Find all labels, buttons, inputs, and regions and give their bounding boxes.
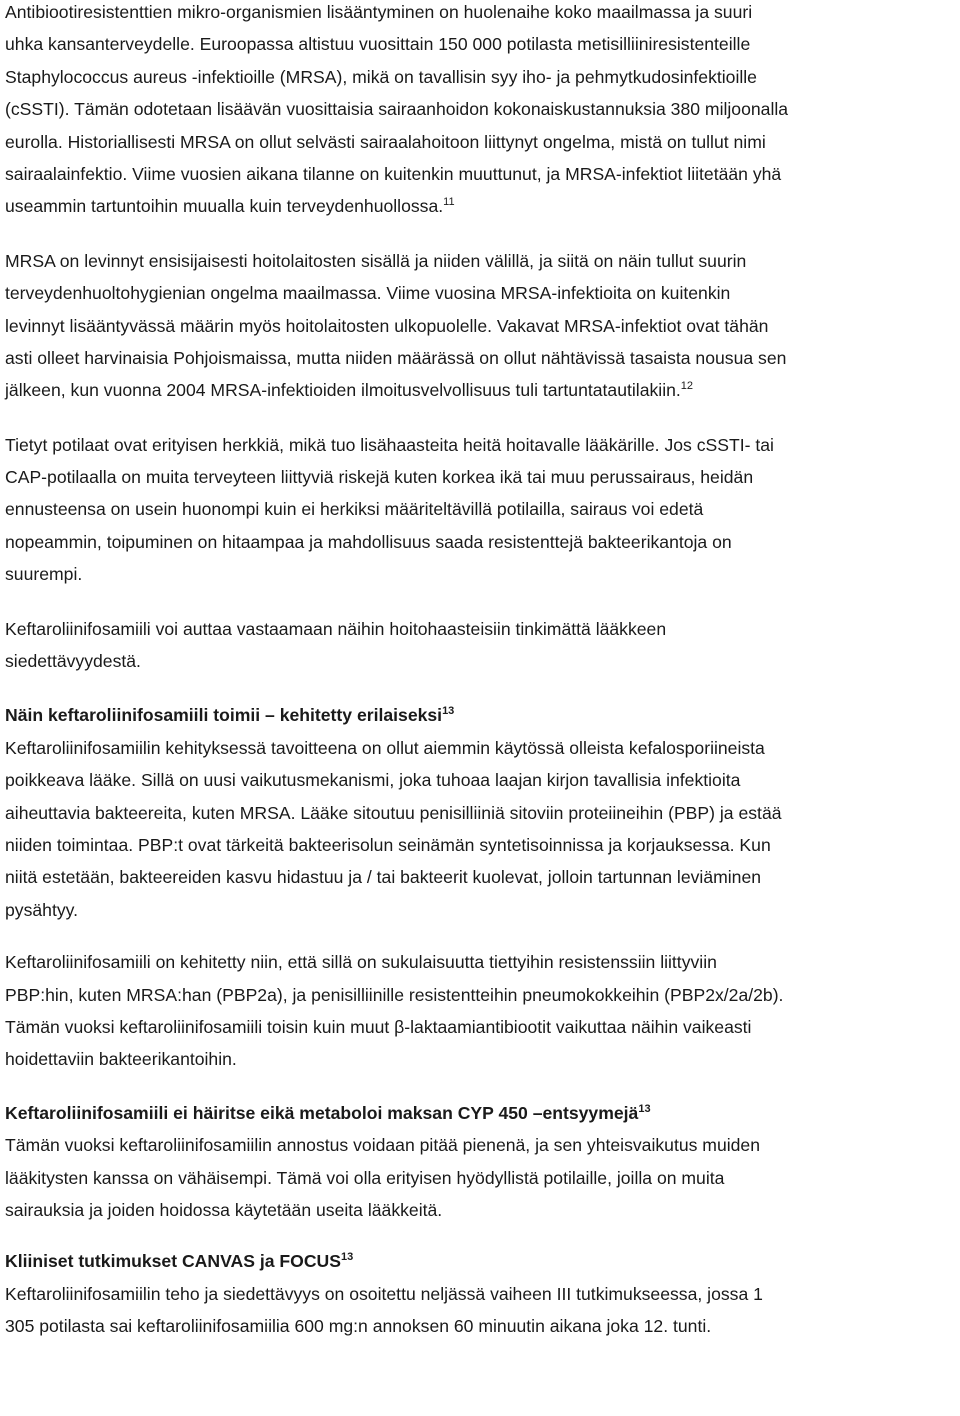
reference-superscript: 13 xyxy=(442,705,455,718)
text-line: niitä estetään, bakteereiden kasvu hidastuu ja / tai bakteerit kuolevat, jolloin tartunnan leviäminen xyxy=(5,867,762,888)
text-line: hoidettaviin bakteerikantoihin. xyxy=(5,1049,237,1070)
text-line: 305 potilasta sai keftaroliinifosamiilia 600 mg:n annoksen 60 minuutin aikana joka 12. tunti. xyxy=(5,1316,712,1337)
reference-superscript: 13 xyxy=(340,1251,354,1264)
text-line: eurolla. Historiallisesti MRSA on ollut selvästi sairaalahoitoon liittynyt ongelma, mistä on tullut nimi xyxy=(5,131,766,152)
text-line: suurempi. xyxy=(5,564,83,585)
section-cyp450 xyxy=(5,1097,955,1227)
text-line: levinnyt lisääntyvässä määrin myös hoitolaitosten ulkopuolelle. Vakavat MRSA-infektiot ovat tähän xyxy=(5,315,769,336)
text-line: uhka kansanterveydelle. Euroopassa altistuu vuosittain 150 000 potilasta metisilliiniresistenteille xyxy=(5,34,751,55)
text-line: sairauksia ja joiden hoidossa käytetään useita lääkkeitä. xyxy=(5,1199,443,1220)
section-heading xyxy=(5,1245,955,1277)
text-line: ennusteensa on usein huonompi kuin ei herkiksi määriteltävillä potilailla, sairaus voi edetä xyxy=(5,499,704,520)
text-line-with-ref xyxy=(5,190,955,222)
text-line: aiheuttavia bakteereita, kuten MRSA. Lääke sitoutuu penisilliiniä sitoviin proteiineihin (PBP) ja estää xyxy=(5,802,782,823)
text-line: Keftaroliinifosamiili voi auttaa vastaamaan näihin hoitohaasteisiin tinkimättä lääkkeen xyxy=(5,618,667,639)
text-line: lääkitysten kanssa on vähäisempi. Tämä voi olla erityisen hyödyllistä potilaille, joilla on muita xyxy=(5,1167,725,1188)
document-page xyxy=(5,0,955,1364)
text-line: nopeammin, toipuminen on hitaampaa ja mahdollisuus saada resistenttejä bakteerikantoja on xyxy=(5,531,732,552)
text-line: Keftaroliinifosamiilin kehityksessä tavoitteena on ollut aiemmin käytössä olleista kefalosporiineista xyxy=(5,737,765,758)
text-line: (cSSTI). Tämän odotetaan lisäävän vuosittaisia sairaanhoidon kokonaiskustannuksia 380 miljoonalla xyxy=(5,99,789,120)
paragraph-ceftaroline-help xyxy=(5,613,955,678)
section-heading-text: Kliiniset tutkimukset CANVAS ja FOCUS xyxy=(5,1251,341,1272)
text-line: Keftaroliinifosamiilin teho ja siedettävyys on osoitettu neljässä vaiheen III tutkimukseessa, jossa 1 xyxy=(5,1283,763,1304)
text-line: PBP:hin, kuten MRSA:han (PBP2a), ja penisilliinille resistentteihin pneumokokkeihin (PBP2x/2a/2b). xyxy=(5,984,784,1005)
text-line-with-ref xyxy=(5,374,955,406)
text-line: Tämän vuoksi keftaroliinifosamiili toisin kuin muut β-laktaamiantibiootit vaikuttaa näihin vaikeasti xyxy=(5,1016,752,1037)
paragraph-mrsa-spread xyxy=(5,245,955,407)
text-line: jälkeen, kun vuonna 2004 MRSA-infektioiden ilmoitusvelvollisuus tuli tartuntatautilakiin. xyxy=(5,380,681,401)
reference-superscript: 11 xyxy=(443,196,455,209)
text-line: Staphylococcus aureus -infektioille (MRSA), mikä on tavallisin syy iho- ja pehmytkudosinfektioille xyxy=(5,66,757,87)
text-line: Tämän vuoksi keftaroliinifosamiilin annostus voidaan pitää pienenä, ja sen yhteisvaikutus muiden xyxy=(5,1135,761,1156)
text-line: useammin tartuntoihin muualla kuin terveydenhuollossa. xyxy=(5,196,444,217)
text-line: Antibiootiresistenttien mikro-organismien lisääntyminen on huolenaihe koko maailmassa ja suuri xyxy=(5,2,753,22)
text-line: sairaalainfektio. Viime vuosien aikana tilanne on kuitenkin muuttunut, ja MRSA-infektiot liitetään yhä xyxy=(5,163,782,184)
paragraph-sensitive-patients xyxy=(5,429,955,591)
text-line: Keftaroliinifosamiili on kehitetty niin, että sillä on sukulaisuutta tiettyihin resistenssiin liittyviin xyxy=(5,952,717,973)
section-heading-text: Näin keftaroliinifosamiili toimii – kehitetty erilaiseksi xyxy=(5,705,443,726)
text-line: asti olleet harvinaisia Pohjoismaissa, mutta niiden määrässä on ollut nähtävissä tasaista nousua sen xyxy=(5,347,787,368)
text-line: CAP-potilaalla on muita terveyteen liittyviä riskejä kuten korkea ikä tai muu perussairaus, heidän xyxy=(5,467,754,488)
text-line: terveydenhuoltohygienian ongelma maailmassa. Viime vuosina MRSA-infektioita on kuitenkin xyxy=(5,283,731,304)
text-line: Tietyt potilaat ovat erityisen herkkiä, mikä tuo lisähaasteita heitä hoitavalle lääkärille. Jos cSSTI- tai xyxy=(5,434,774,455)
reference-superscript: 13 xyxy=(638,1102,651,1115)
section-heading xyxy=(5,1097,955,1129)
section-mechanism xyxy=(5,699,955,926)
reference-superscript: 12 xyxy=(680,380,694,393)
text-line: niiden toimintaa. PBP:t ovat tärkeitä bakteerisolun seinämän syntetisoinnissa ja korjauksessa. Kun xyxy=(5,834,771,855)
text-line: siedettävyydestä. xyxy=(5,651,141,672)
section-heading-text: Keftaroliinifosamiili ei häiritse eikä metaboloi maksan CYP 450 –entsyymejä xyxy=(5,1102,639,1123)
paragraph-pbp-affinity xyxy=(5,946,955,1076)
section-clinical-trials xyxy=(5,1245,955,1342)
paragraph-antibiotic-resistance xyxy=(5,0,955,223)
text-line: poikkeava lääke. Sillä on uusi vaikutusmekanismi, joka tuhoaa laajan kirjon tavallisia infektioita xyxy=(5,770,741,791)
section-heading xyxy=(5,699,955,731)
text-line: pysähtyy. xyxy=(5,899,79,920)
text-line: MRSA on levinnyt ensisijaisesti hoitolaitosten sisällä ja niiden välillä, ja siitä on näin tullut suurin xyxy=(5,250,747,271)
